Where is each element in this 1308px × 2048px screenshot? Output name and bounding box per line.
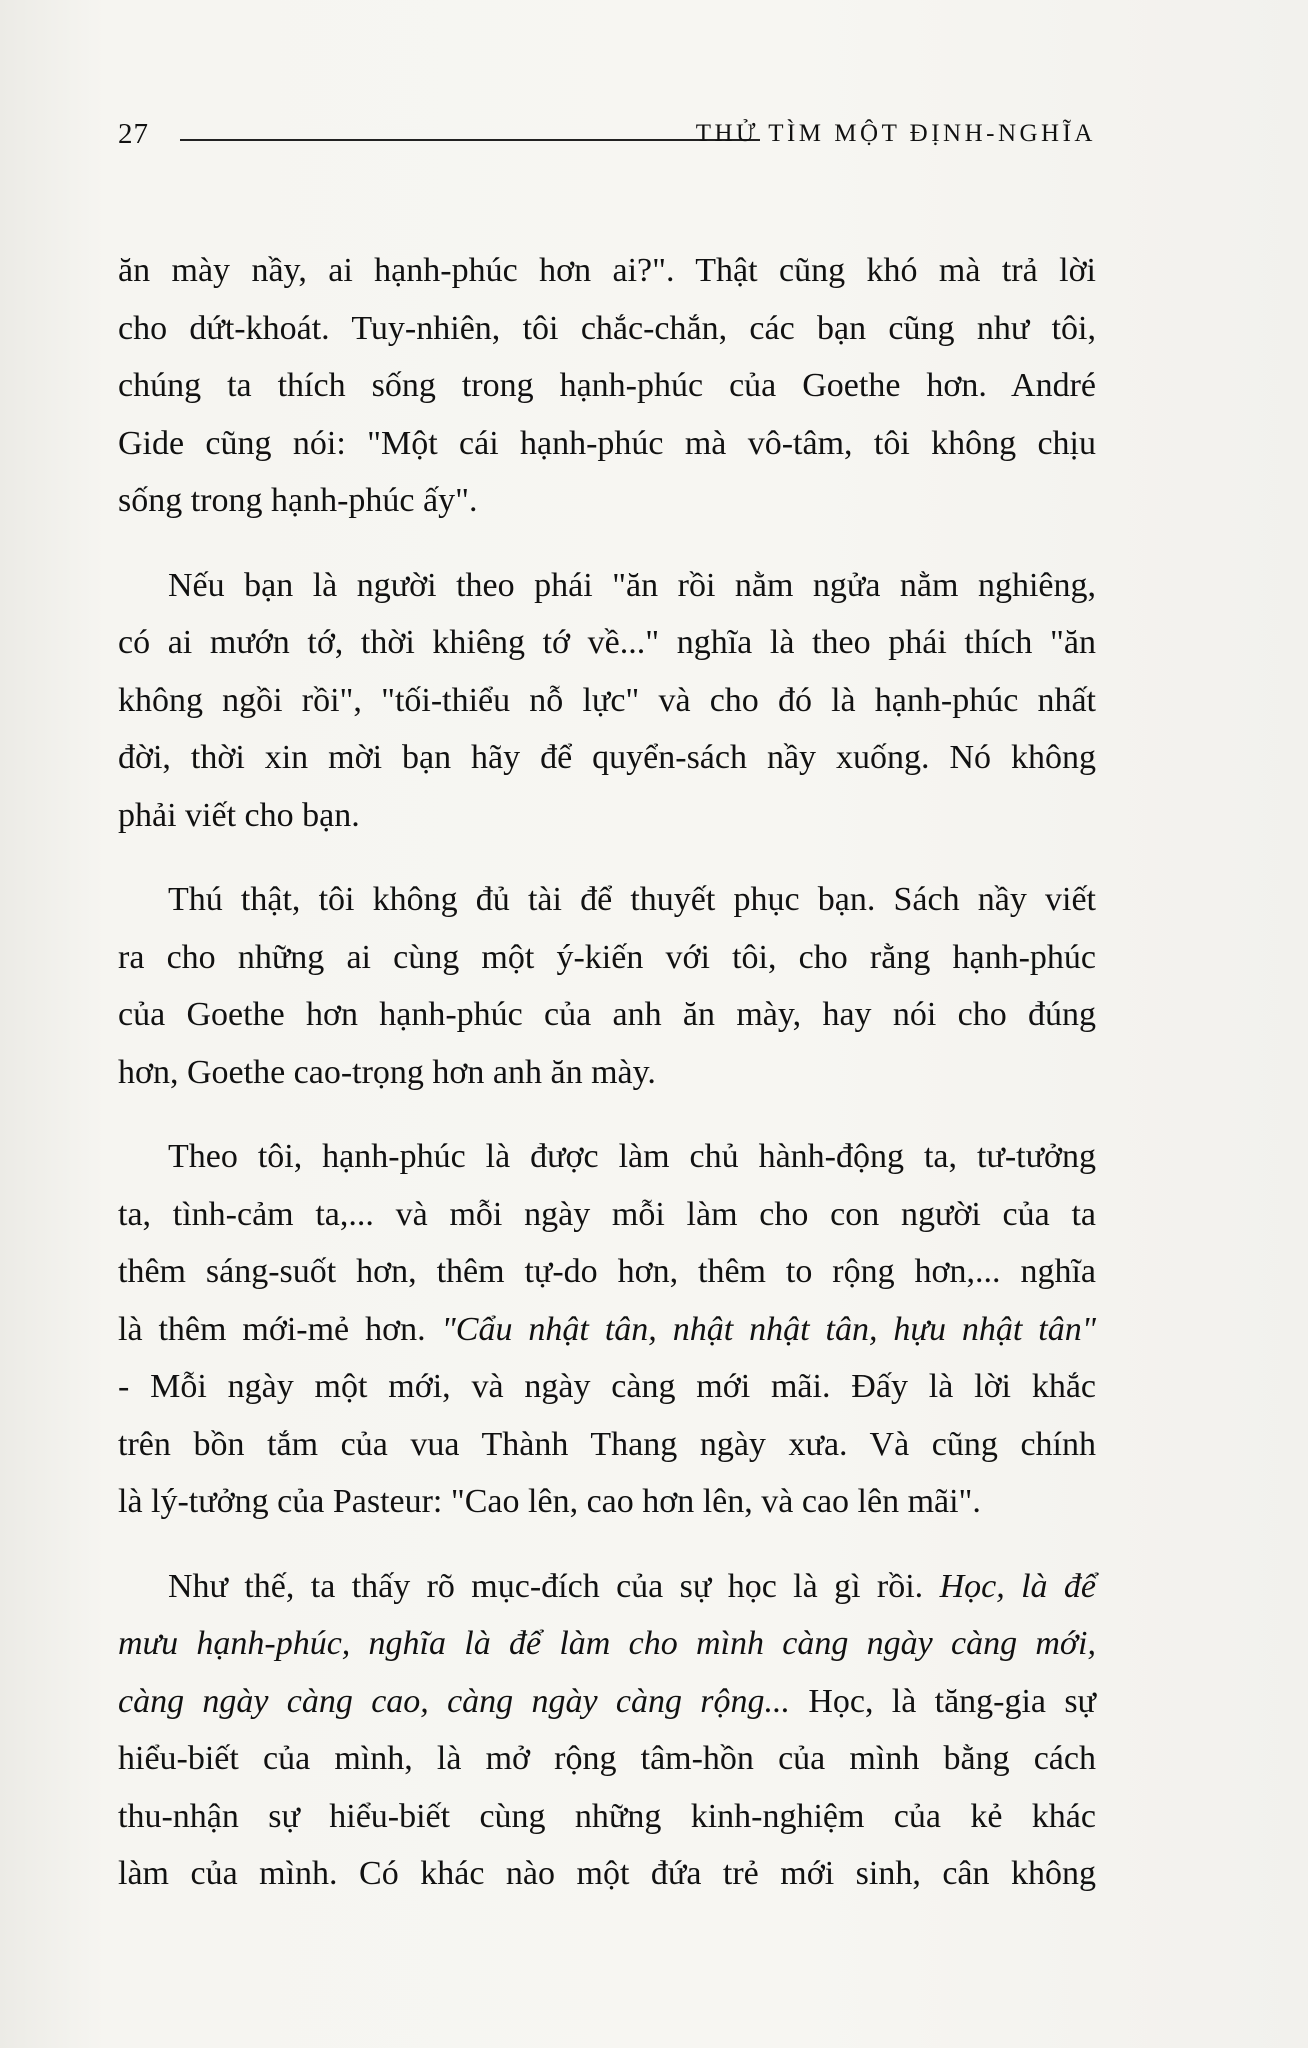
text-line: thu-nhận sự hiểu-biết cùng những kinh-nghiệm của kẻ khác [118,1797,1096,1835]
text-line-with-quote [118,1301,1096,1359]
text-line: ăn mày nầy, ai hạnh-phúc hơn ai?". Thật cũng khó mà trả lời [118,252,1096,289]
text-line: ta, tình-cảm ta,... và mỗi ngày mỗi làm cho con người của ta [118,1195,1096,1233]
text-line: chúng ta thích sống trong hạnh-phúc của Goethe hơn. André [118,367,1096,404]
body-text [118,242,1096,1930]
page-header [118,118,1096,158]
text-line: phải viết cho bạn. [118,796,360,834]
text-line: Nếu bạn là người theo phái "ăn rồi nằm ngửa nằm nghiêng, [168,566,1096,604]
paragraph-4 [118,1128,1096,1531]
running-title: THỬ TÌM MỘT ĐỊNH-NGHĨA [695,120,1096,147]
text-line: trên bồn tắm của vua Thành Thang ngày xưa. Và cũng chính [118,1425,1096,1463]
text-line: sống trong hạnh-phúc ấy". [118,482,478,519]
text-line-with-italic [118,1558,1096,1616]
text-span: Học, là tăng-gia sự [790,1682,1096,1720]
paragraph-1 [118,242,1096,530]
italic-line: mưu hạnh-phúc, nghĩa là để làm cho mình càng ngày càng mới, [118,1625,1096,1662]
text-line: - Mỗi ngày một mới, và ngày càng mới mãi. Đấy là lời khắc [118,1368,1096,1405]
text-line-with-italic [118,1673,1096,1731]
text-line: ra cho những ai cùng một ý-kiến với tôi, cho rằng hạnh-phúc [118,938,1096,976]
text-line: đời, thời xin mời bạn hãy để quyển-sách nầy xuống. Nó không [118,739,1096,776]
text-line: làm của mình. Có khác nào một đứa trẻ mới sinh, cân không [118,1855,1096,1892]
text-line: không ngồi rồi", "tối-thiểu nỗ lực" và cho đó là hạnh-phúc nhất [118,681,1096,719]
text-line: Thú thật, tôi không đủ tài để thuyết phục bạn. Sách nầy viết [168,881,1096,918]
paragraph-2 [118,557,1096,845]
text-line: hơn, Goethe cao-trọng hơn anh ăn mày. [118,1053,656,1091]
header-rule [180,139,760,141]
text-line: của Goethe hơn hạnh-phúc của anh ăn mày, hay nói cho đúng [118,996,1096,1033]
text-span: Như thế, ta thấy rõ mục-đích của sự học là gì rồi. [168,1567,940,1605]
italic-span: Học, là để [939,1567,1097,1605]
text-line: hiểu-biết của mình, là mở rộng tâm-hồn của mình bằng cách [118,1740,1096,1777]
italic-quote: "Cẩu nhật tân, nhật nhật tân, hựu nhật tân" [441,1310,1097,1348]
text-line: Theo tôi, hạnh-phúc là được làm chủ hành-động ta, tư-tưởng [168,1138,1096,1175]
text-line: cho dứt-khoát. Tuy-nhiên, tôi chắc-chắn, các bạn cũng như tôi, [118,309,1096,347]
text-line: có ai mướn tớ, thời khiêng tớ về..." nghĩa là theo phái thích "ăn [118,624,1096,661]
text-line: thêm sáng-suốt hơn, thêm tự-do hơn, thêm to rộng hơn,... nghĩa [118,1253,1096,1290]
paragraph-5 [118,1558,1096,1903]
text-line: là lý-tưởng của Pasteur: "Cao lên, cao hơn lên, và cao lên mãi". [118,1483,981,1520]
page-number: 27 [118,118,149,150]
paragraph-3 [118,871,1096,1101]
text-span: là thêm mới-mẻ hơn. [118,1310,442,1348]
italic-span: càng ngày càng cao, càng ngày càng rộng... [118,1682,791,1720]
text-line: Gide cũng nói: "Một cái hạnh-phúc mà vô-tâm, tôi không chịu [118,424,1096,462]
